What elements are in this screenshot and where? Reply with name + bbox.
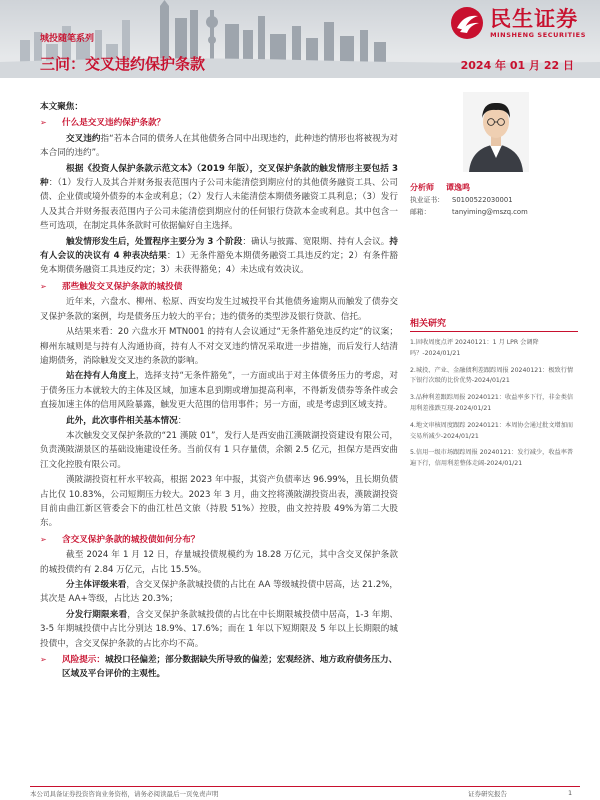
analyst-name: 谭逸鸣 — [446, 183, 470, 192]
paragraph: 触发情形发生后，处置程序主要分为 3 个阶段：确认与披露、宽限期、持有人会议。持有人会议的决议有 4 种表决结果：1）无条件豁免本期债务融资工具违反约定；2）有条件豁免本期债务融资工具违反约定；3）未获得豁免；4）未达成有效决议。 — [40, 236, 399, 276]
related-research-item[interactable]: 4.地文审核周度跟踪 20240121：本周协会通过批文增加而交易所减少-2024/01/21 — [410, 421, 574, 440]
company-logo — [450, 6, 586, 40]
related-research-heading: 相关研究 — [410, 316, 578, 332]
email-label: 邮箱： — [410, 208, 431, 216]
paragraph: 站在持有人角度上，选择支持“无条件豁免”，一方面或出于对主体债务压力的考虑，对于债务压力本就较大的主体及区域，加速本息到期或增加提高利率，不得新发债券等条件或会直接加速主体的信用风险暴露，触发更大范围的信用事件；另一方面，或是考虑到区域支持。 — [40, 371, 398, 411]
footer-disclaimer: 本公司具备证券投资咨询业务资格，请务必阅读最后一页免责声明 — [30, 790, 219, 798]
arrow-bullet-icon: ➢ — [40, 118, 47, 128]
risk-label: 风险提示： — [62, 655, 105, 666]
paragraph: 交叉违约指“若本合同的债务人在其他债务合同中出现违约，此种违约情形也将被视为对本合同的违约”。 — [40, 133, 398, 159]
analyst-photo — [463, 92, 529, 172]
section-heading-3 — [40, 533, 398, 547]
paragraph: 分主体评级来看，含交叉保护条款城投债的占比在 AA 等级城投债中居高，达 21.2%，其次是 AA+等级，占比达 20.3%； — [40, 580, 398, 605]
related-research-item[interactable]: 1.固收周度点评 20240121：1 月 LPR 会调降吗？-2024/01/21 — [410, 339, 539, 357]
logo-english-name: MINSHENG SECURITIES — [490, 30, 586, 39]
analyst-role-label: 分析师 — [410, 183, 434, 192]
section-title: 含交叉保护条款的城投债如何分布？ — [62, 534, 200, 545]
footer-doc-type: 证券研究报告 — [468, 790, 507, 798]
logo-chinese-name: 民生证券 — [490, 6, 579, 31]
minsheng-logo-icon — [450, 6, 484, 40]
arrow-bullet-icon: ➢ — [40, 534, 47, 544]
email-link[interactable]: tanyiming@mszq.com — [452, 208, 528, 216]
report-date: 2024 年 01 月 22 日 — [460, 59, 574, 72]
focus-heading: 本文聚焦： — [40, 102, 83, 112]
summary-column — [40, 100, 398, 683]
arrow-bullet-icon: ➢ — [40, 281, 47, 291]
paragraph: 此外，此次事件相关基本情况： — [66, 415, 187, 426]
section-heading-1 — [40, 116, 398, 130]
report-series: 城投随笔系列 — [40, 34, 95, 44]
report-title: 三问：交叉违约保护条款 — [40, 55, 206, 73]
section-heading-2 — [40, 280, 398, 294]
paragraph: 根据《投资人保护条款示范文本》（2019 年版），交叉保护条款的触发情形主要包括 3 种：（1）发行人及其合并财务报表范围内子公司未能清偿到期应付的其他债务融资工具、公司债、企业债或境外债券的本金或利息；（2）发行人未能清偿本期债务融资工具利息；（3）发行人及其合并财务报表范围内子公司未能清偿到期应付的任何银行贷款本金或利息。其中包含一些可选项，在制定具体条款时可依据偏好自主选择。 — [40, 163, 398, 232]
risk-text: 城投口径偏差；部分数据缺失所导致的偏差；宏观经济、地方政府债务压力、区域及平台评价的主观性。 — [62, 655, 398, 680]
analyst-info — [410, 182, 578, 218]
related-research-item[interactable]: 2.城投、产业、金融债利差跟踪周报 20240121：极致行情下银行次级的比价优势-2024/01/21 — [410, 366, 574, 385]
section-title: 什么是交叉违约保护条款？ — [62, 118, 166, 129]
related-research-item[interactable]: 3.品种利差跟踪周报 20240121：收益率多下行，非金类信用利差涨跌互现-2024/01/21 — [410, 394, 574, 412]
paragraph: 本次触发交叉保护条款的“21 漢陂 01”，发行人是西安曲江漢陂湖投资建设有限公司，负责漢陂湖景区的基础设施建设任务。当前仅有 1 只存量债，余额 2.5 亿元，担保方是西安曲江文化控股有限公司。 — [40, 430, 398, 470]
cert-label: 执业证书： — [410, 196, 444, 204]
report-header — [0, 0, 600, 78]
paragraph: 漢陂湖投资杠杆水平较高，根据 2023 年中报，其资产负债率达 96.99%，且长期负债占比仅 10.83%，公司短期压力较大。2023 年 3 月，曲文控将漢陂湖投资出表，漢陂湖投资目前由曲江新区管委会下的曲江杜邑文旅（持股 51%）控股，曲文控持股 49%为第二大股东。 — [40, 475, 398, 529]
page-number: 1 — [568, 789, 573, 797]
footer-divider — [30, 786, 580, 787]
paragraph: 分发行期限来看，含交叉保护条款城投债的占比在中长期限城投债中居高，1-3 年期、3-5 年期城投债中占比分别达 18.9%、17.6%；而在 1 年以下短期限及 5 年以上长期限的城投债中，含交叉保护条款的占比亦均不高。 — [40, 609, 398, 649]
paragraph: 从结果来看：20 六盘水开 MTN001 的持有人会议通过“无条件豁免违反约定”的议案；柳州东城则是与持有人沟通协商，持有人不对交叉违约情况采取进一步措施，而后发行人结清逾期债务，消除触发交叉违约条款的影响。 — [40, 327, 398, 366]
related-research-item[interactable]: 5.信用一级市场跟踪周报 20240121：发行减少，收益率普遍下行，信用利差整体走阔-2024/01/21 — [410, 449, 574, 468]
related-research-list — [410, 338, 578, 476]
cert-number: S0100522030001 — [452, 196, 513, 204]
paragraph: 近年来，六盘水、柳州、松原、西安均发生过城投平台其他债务逾期从而触发了债券交叉保护条款的案例，均是债务压力较大的平台；违约债务的类型涉及银行贷款、信托。 — [40, 297, 398, 322]
arrow-bullet-icon: ➢ — [40, 655, 47, 665]
paragraph: 截至 2024 年 1 月 12 日，存量城投债规模约为 18.28 万亿元，其中含交叉保护条款的城投债约有 2.84 万亿元，占比 15.5%。 — [40, 550, 398, 575]
risk-warning — [40, 653, 398, 682]
section-title: 那些触发交叉保护条款的城投债 — [62, 281, 183, 292]
